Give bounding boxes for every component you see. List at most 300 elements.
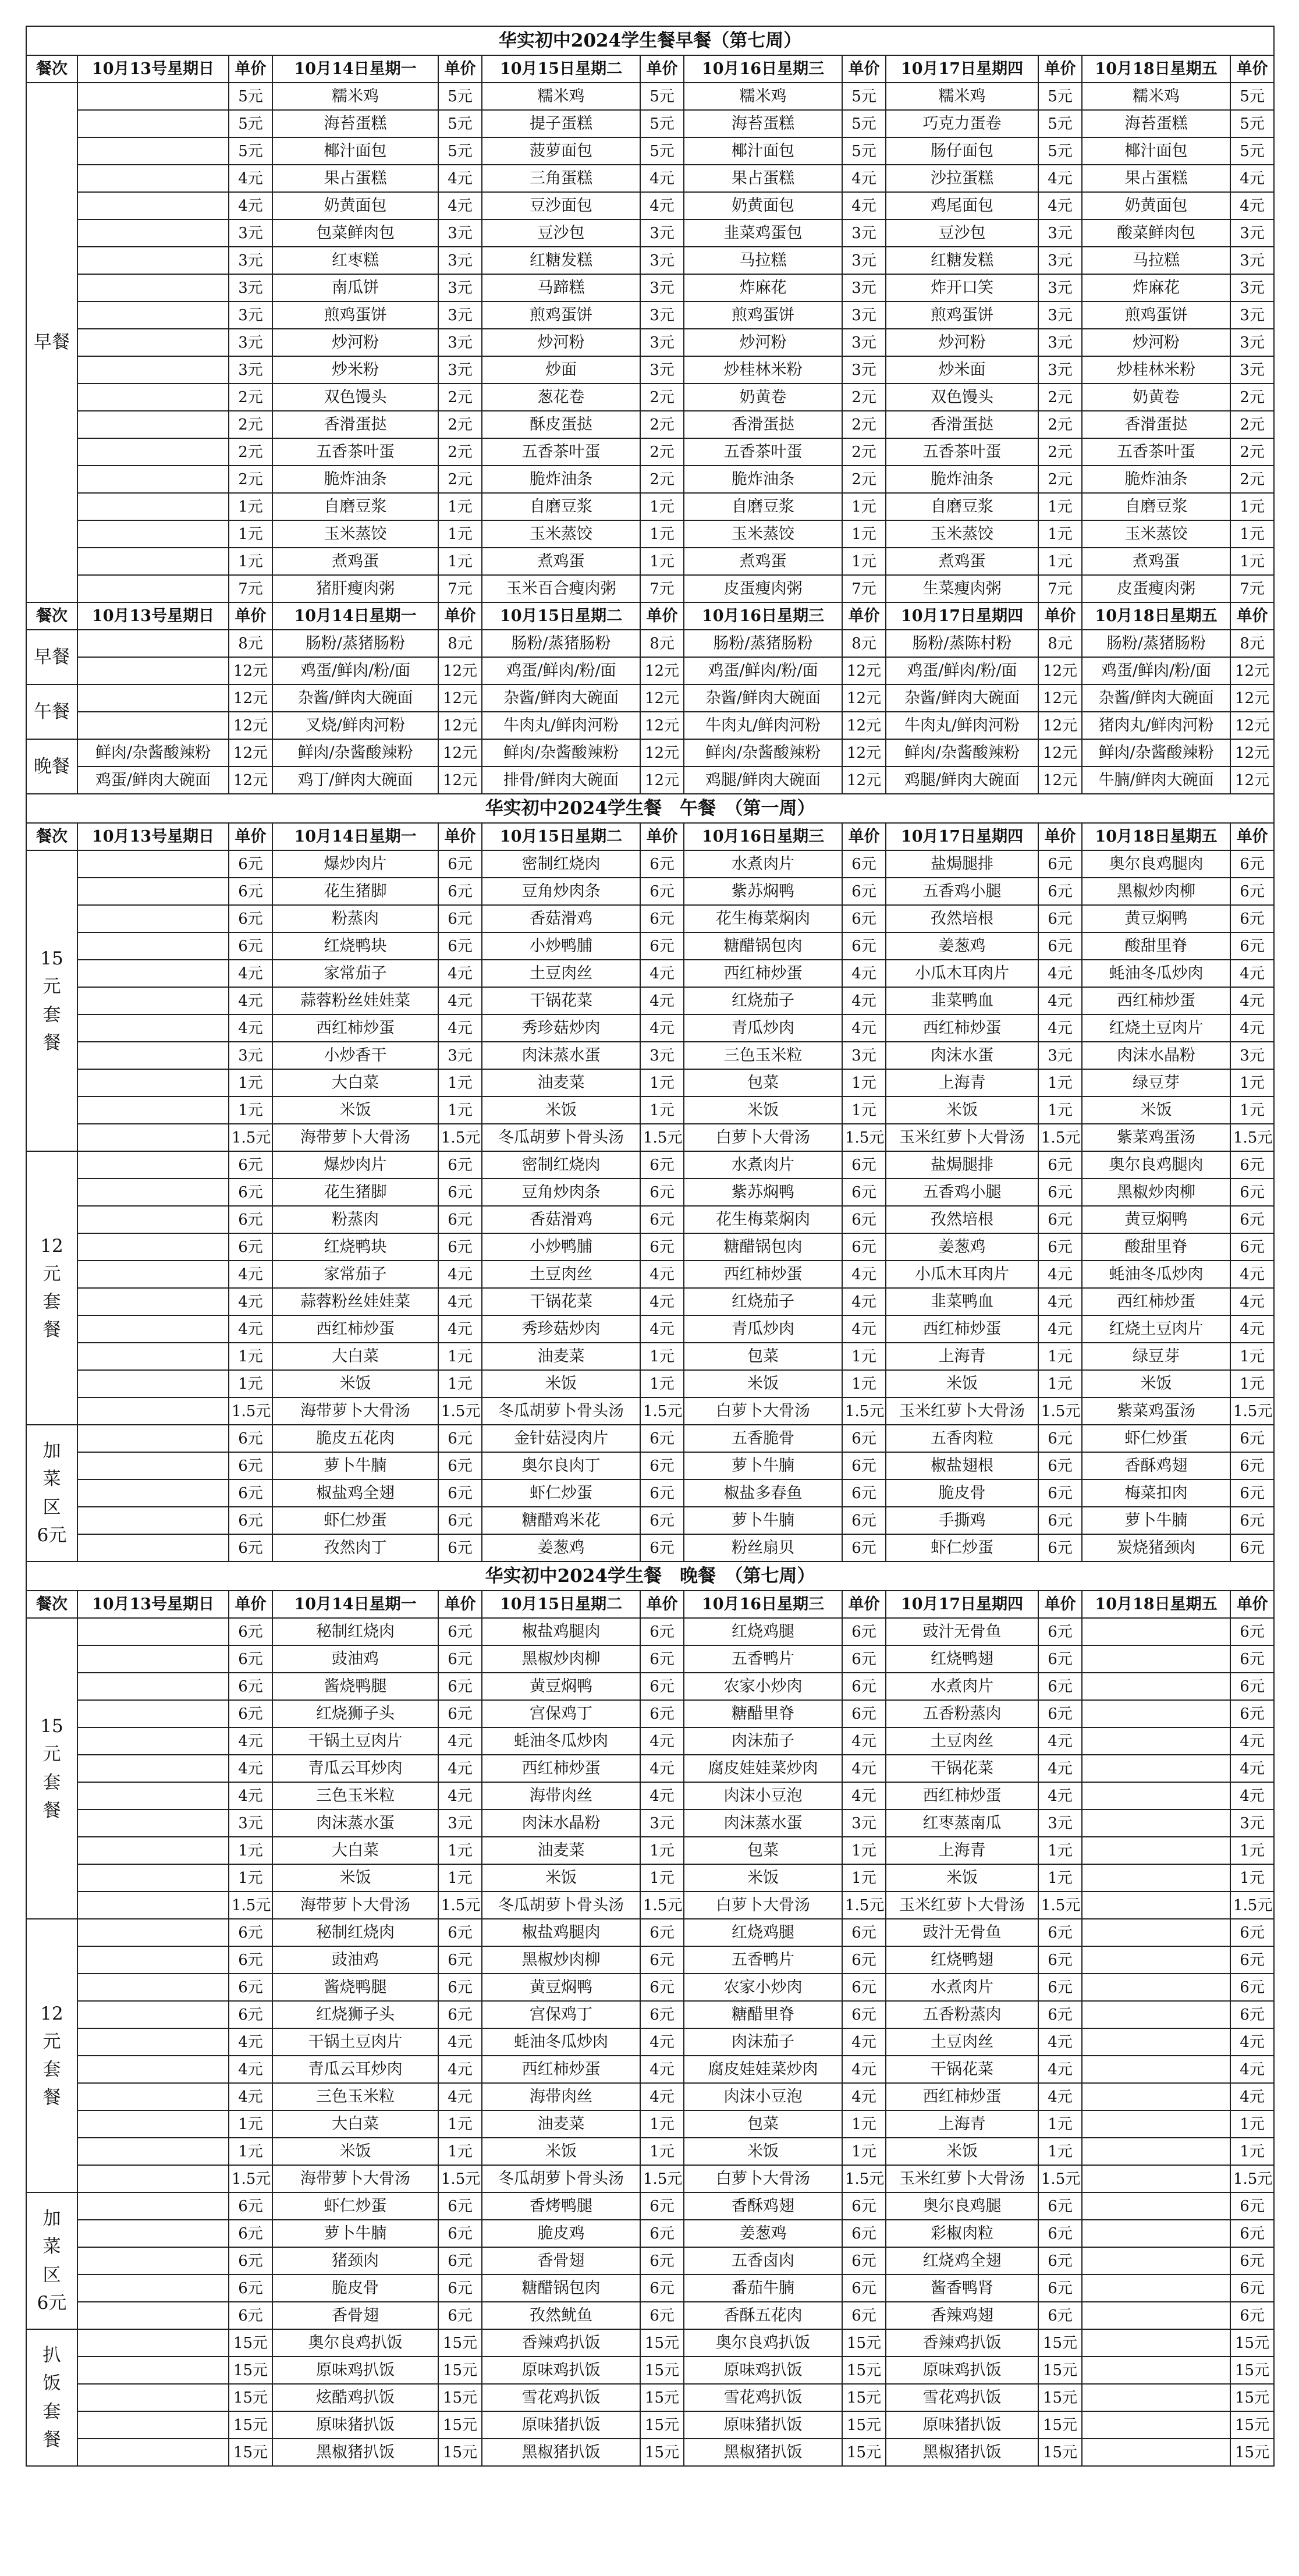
dish-cell: 炒桂林米粉 bbox=[684, 356, 842, 384]
meal-category: 12 元 套 餐 bbox=[26, 1151, 77, 1425]
column-header: 单价 bbox=[229, 1591, 272, 1618]
price-cell: 5元 bbox=[640, 83, 684, 110]
price-cell: 5元 bbox=[1230, 83, 1274, 110]
dish-cell: 五香粉蒸肉 bbox=[886, 1700, 1038, 1727]
table-row bbox=[26, 1042, 1274, 1069]
price-cell: 1.5元 bbox=[229, 1397, 272, 1425]
dish-cell: 鸡蛋/鲜肉/粉/面 bbox=[886, 657, 1038, 684]
dish-cell: 炒米面 bbox=[886, 356, 1038, 384]
dish-cell bbox=[77, 2302, 229, 2329]
price-cell: 6元 bbox=[229, 878, 272, 905]
price-cell: 6元 bbox=[438, 932, 482, 960]
dish-cell: 米饭 bbox=[1082, 1370, 1230, 1397]
price-cell: 6元 bbox=[438, 1179, 482, 1206]
dish-cell: 五香茶叶蛋 bbox=[1082, 438, 1230, 466]
price-cell: 1.5元 bbox=[438, 1397, 482, 1425]
dish-cell: 五香茶叶蛋 bbox=[886, 438, 1038, 466]
table-row bbox=[26, 137, 1274, 165]
dish-cell: 椰汁面包 bbox=[272, 137, 438, 165]
column-header: 10月13号星期日 bbox=[77, 602, 229, 630]
price-cell: 3元 bbox=[438, 356, 482, 384]
table-row bbox=[26, 1014, 1274, 1042]
dish-cell bbox=[77, 301, 229, 329]
dish-cell: 大白菜 bbox=[272, 2110, 438, 2138]
dish-cell bbox=[1082, 1727, 1230, 1755]
price-cell: 1元 bbox=[640, 1069, 684, 1097]
price-cell: 6元 bbox=[229, 2220, 272, 2247]
dish-cell bbox=[77, 1233, 229, 1261]
price-cell: 15元 bbox=[640, 2411, 684, 2439]
dish-cell: 海带萝卜大骨汤 bbox=[272, 1892, 438, 1919]
price-cell: 12元 bbox=[438, 684, 482, 712]
column-header: 餐次 bbox=[26, 55, 77, 83]
price-cell: 4元 bbox=[1230, 987, 1274, 1014]
dish-cell: 粉丝扇贝 bbox=[684, 1534, 842, 1562]
dish-cell: 宫保鸡丁 bbox=[482, 2001, 640, 2028]
price-cell: 6元 bbox=[842, 2220, 886, 2247]
dish-cell bbox=[1082, 1755, 1230, 1782]
dish-cell: 彩椒肉粒 bbox=[886, 2220, 1038, 2247]
price-cell: 6元 bbox=[1230, 2302, 1274, 2329]
price-cell: 6元 bbox=[438, 878, 482, 905]
dish-cell bbox=[77, 878, 229, 905]
price-cell: 2元 bbox=[438, 384, 482, 411]
price-cell: 12元 bbox=[1038, 767, 1082, 794]
price-cell: 6元 bbox=[640, 1179, 684, 1206]
dish-cell: 玉米红萝卜大骨汤 bbox=[886, 1397, 1038, 1425]
price-cell: 6元 bbox=[229, 1233, 272, 1261]
table-row bbox=[26, 2028, 1274, 2056]
dish-cell bbox=[77, 110, 229, 137]
dish-cell bbox=[77, 657, 229, 684]
dish-cell bbox=[77, 1179, 229, 1206]
dish-cell: 孜然培根 bbox=[886, 1206, 1038, 1233]
dish-cell: 鸡腿/鲜肉大碗面 bbox=[684, 767, 842, 794]
price-cell: 15元 bbox=[842, 2384, 886, 2411]
price-cell: 15元 bbox=[842, 2329, 886, 2357]
dish-cell: 冬瓜胡萝卜骨头汤 bbox=[482, 1892, 640, 1919]
dish-cell: 排骨/鲜肉大碗面 bbox=[482, 767, 640, 794]
price-cell: 4元 bbox=[438, 960, 482, 987]
dish-cell: 肉沫小豆泡 bbox=[684, 1782, 842, 1809]
dish-cell: 上海青 bbox=[886, 2110, 1038, 2138]
price-cell: 15元 bbox=[1038, 2411, 1082, 2439]
column-header: 10月17日星期四 bbox=[886, 55, 1038, 83]
dish-cell: 奶黄卷 bbox=[684, 384, 842, 411]
dish-cell: 五香茶叶蛋 bbox=[684, 438, 842, 466]
dish-cell: 猪肉丸/鲜肉河粉 bbox=[1082, 712, 1230, 739]
dish-cell: 萝卜牛腩 bbox=[272, 2220, 438, 2247]
price-cell: 6元 bbox=[229, 2247, 272, 2275]
dish-cell: 香辣鸡扒饭 bbox=[886, 2329, 1038, 2357]
price-cell: 6元 bbox=[640, 2247, 684, 2275]
table-row bbox=[26, 1370, 1274, 1397]
price-cell: 6元 bbox=[229, 905, 272, 932]
dish-cell bbox=[77, 1069, 229, 1097]
dish-cell: 玉米蒸饺 bbox=[1082, 520, 1230, 548]
dish-cell: 五香茶叶蛋 bbox=[272, 438, 438, 466]
price-cell: 4元 bbox=[229, 1755, 272, 1782]
price-cell: 4元 bbox=[1038, 2028, 1082, 2056]
price-cell: 1元 bbox=[229, 2110, 272, 2138]
dish-cell: 红烧土豆肉片 bbox=[1082, 1315, 1230, 1343]
price-cell: 6元 bbox=[640, 2220, 684, 2247]
dish-cell: 原味猪扒饭 bbox=[272, 2411, 438, 2439]
column-header: 单价 bbox=[438, 55, 482, 83]
dish-cell: 米饭 bbox=[272, 1370, 438, 1397]
price-cell: 6元 bbox=[1230, 878, 1274, 905]
dish-cell bbox=[77, 520, 229, 548]
column-header: 10月18日星期五 bbox=[1082, 602, 1230, 630]
price-cell: 6元 bbox=[229, 1919, 272, 1946]
dish-cell bbox=[77, 274, 229, 301]
price-cell: 4元 bbox=[438, 165, 482, 192]
dish-cell bbox=[1082, 2192, 1230, 2220]
price-cell: 4元 bbox=[640, 1288, 684, 1315]
price-cell: 2元 bbox=[229, 384, 272, 411]
dish-cell: 糖醋里脊 bbox=[684, 2001, 842, 2028]
price-cell: 1.5元 bbox=[438, 1124, 482, 1151]
dish-cell: 米饭 bbox=[1082, 1097, 1230, 1124]
price-cell: 6元 bbox=[1038, 850, 1082, 878]
dish-cell: 豉汁无骨鱼 bbox=[886, 1618, 1038, 1645]
dish-cell: 肠粉/蒸猪肠粉 bbox=[482, 630, 640, 657]
price-cell: 12元 bbox=[842, 712, 886, 739]
dish-cell: 水煮肉片 bbox=[684, 1151, 842, 1179]
dish-cell: 双色馒头 bbox=[272, 384, 438, 411]
header-row bbox=[26, 823, 1274, 850]
dish-cell: 花生梅菜焖肉 bbox=[684, 905, 842, 932]
price-cell: 12元 bbox=[640, 712, 684, 739]
price-cell: 2元 bbox=[842, 411, 886, 438]
price-cell: 12元 bbox=[842, 684, 886, 712]
section-title: 华实初中2024学生餐 晚餐 （第七周） bbox=[26, 1562, 1274, 1591]
price-cell: 1元 bbox=[1038, 1069, 1082, 1097]
price-cell: 6元 bbox=[842, 2247, 886, 2275]
price-cell: 4元 bbox=[1038, 1014, 1082, 1042]
price-cell: 15元 bbox=[1038, 2329, 1082, 2357]
dish-cell bbox=[77, 2247, 229, 2275]
dish-cell: 黑椒炒肉柳 bbox=[482, 1946, 640, 1974]
price-cell: 1.5元 bbox=[842, 1397, 886, 1425]
price-cell: 1.5元 bbox=[842, 1892, 886, 1919]
dish-cell: 鲜肉/杂酱酸辣粉 bbox=[77, 739, 229, 767]
price-cell: 1元 bbox=[229, 548, 272, 575]
price-cell: 6元 bbox=[842, 2302, 886, 2329]
price-cell: 6元 bbox=[438, 2220, 482, 2247]
dish-cell: 萝卜牛腩 bbox=[684, 1507, 842, 1534]
price-cell: 2元 bbox=[1230, 384, 1274, 411]
table-row bbox=[26, 1179, 1274, 1206]
dish-cell bbox=[1082, 1946, 1230, 1974]
table-row bbox=[26, 1534, 1274, 1562]
price-cell: 7元 bbox=[229, 575, 272, 602]
dish-cell bbox=[77, 356, 229, 384]
price-cell: 3元 bbox=[640, 356, 684, 384]
price-cell: 6元 bbox=[229, 1618, 272, 1645]
dish-cell bbox=[1082, 1864, 1230, 1892]
price-cell: 3元 bbox=[1038, 301, 1082, 329]
price-cell: 3元 bbox=[640, 219, 684, 247]
price-cell: 4元 bbox=[1230, 1727, 1274, 1755]
dish-cell bbox=[77, 411, 229, 438]
price-cell: 6元 bbox=[640, 1507, 684, 1534]
column-header: 单价 bbox=[1038, 823, 1082, 850]
table-row bbox=[26, 1700, 1274, 1727]
price-cell: 4元 bbox=[1230, 1261, 1274, 1288]
price-cell: 3元 bbox=[640, 274, 684, 301]
dish-cell: 韭菜鸭血 bbox=[886, 1288, 1038, 1315]
price-cell: 4元 bbox=[640, 2056, 684, 2083]
price-cell: 3元 bbox=[842, 1042, 886, 1069]
dish-cell: 脆炸油条 bbox=[886, 466, 1038, 493]
column-header: 10月14日星期一 bbox=[272, 823, 438, 850]
price-cell: 12元 bbox=[229, 657, 272, 684]
price-cell: 12元 bbox=[229, 739, 272, 767]
dish-cell: 豉油鸡 bbox=[272, 1645, 438, 1673]
price-cell: 1元 bbox=[842, 1343, 886, 1370]
price-cell: 6元 bbox=[1038, 878, 1082, 905]
dish-cell: 椒盐多春鱼 bbox=[684, 1479, 842, 1507]
column-header: 单价 bbox=[438, 602, 482, 630]
price-cell: 3元 bbox=[1038, 247, 1082, 274]
dish-cell: 密制红烧肉 bbox=[482, 1151, 640, 1179]
column-header: 10月16日星期三 bbox=[684, 823, 842, 850]
price-cell: 6元 bbox=[438, 1673, 482, 1700]
dish-cell: 小炒鸭脯 bbox=[482, 932, 640, 960]
table-row bbox=[26, 411, 1274, 438]
dish-cell: 米饭 bbox=[482, 1864, 640, 1892]
price-cell: 4元 bbox=[640, 2028, 684, 2056]
dish-cell bbox=[77, 2110, 229, 2138]
dish-cell bbox=[77, 1097, 229, 1124]
price-cell: 1.5元 bbox=[1230, 1397, 1274, 1425]
price-cell: 1元 bbox=[1230, 2110, 1274, 2138]
price-cell: 8元 bbox=[229, 630, 272, 657]
dish-cell: 炒面 bbox=[482, 356, 640, 384]
meal-category: 晚餐 bbox=[26, 739, 77, 794]
dish-cell: 糖醋锅包肉 bbox=[684, 932, 842, 960]
column-header: 10月18日星期五 bbox=[1082, 823, 1230, 850]
price-cell: 6元 bbox=[842, 1179, 886, 1206]
dish-cell: 糖醋鸡米花 bbox=[482, 1507, 640, 1534]
price-cell: 3元 bbox=[438, 1809, 482, 1837]
dish-cell: 牛腩/鲜肉大碗面 bbox=[1082, 767, 1230, 794]
dish-cell: 韭菜鸡蛋包 bbox=[684, 219, 842, 247]
dish-cell: 黑椒猪扒饭 bbox=[684, 2439, 842, 2466]
column-header: 餐次 bbox=[26, 823, 77, 850]
dish-cell bbox=[77, 2001, 229, 2028]
table-row bbox=[26, 1645, 1274, 1673]
price-cell: 4元 bbox=[229, 1288, 272, 1315]
dish-cell: 白萝卜大骨汤 bbox=[684, 1124, 842, 1151]
dish-cell: 绿豆芽 bbox=[1082, 1343, 1230, 1370]
dish-cell: 米饭 bbox=[886, 1097, 1038, 1124]
column-header: 单价 bbox=[640, 602, 684, 630]
dish-cell: 肉沫蒸水蛋 bbox=[482, 1042, 640, 1069]
price-cell: 4元 bbox=[438, 192, 482, 219]
column-header: 单价 bbox=[438, 823, 482, 850]
price-cell: 1元 bbox=[229, 520, 272, 548]
dish-cell: 油麦菜 bbox=[482, 1837, 640, 1864]
dish-cell: 煎鸡蛋饼 bbox=[886, 301, 1038, 329]
price-cell: 5元 bbox=[229, 110, 272, 137]
dish-cell: 肉沫蒸水蛋 bbox=[684, 1809, 842, 1837]
table-row bbox=[26, 1974, 1274, 2001]
price-cell: 3元 bbox=[1230, 1809, 1274, 1837]
price-cell: 1元 bbox=[1038, 520, 1082, 548]
table-row bbox=[26, 83, 1274, 110]
dish-cell bbox=[1082, 1673, 1230, 1700]
price-cell: 1元 bbox=[640, 493, 684, 520]
dish-cell bbox=[1082, 2384, 1230, 2411]
price-cell: 8元 bbox=[438, 630, 482, 657]
dish-cell: 椒盐鸡腿肉 bbox=[482, 1919, 640, 1946]
table-row bbox=[26, 1727, 1274, 1755]
table-row bbox=[26, 2001, 1274, 2028]
price-cell: 6元 bbox=[438, 2247, 482, 2275]
dish-cell: 花生猪脚 bbox=[272, 1179, 438, 1206]
price-cell: 6元 bbox=[1230, 932, 1274, 960]
price-cell: 4元 bbox=[1038, 192, 1082, 219]
dish-cell: 蚝油冬瓜炒肉 bbox=[482, 1727, 640, 1755]
price-cell: 4元 bbox=[1038, 165, 1082, 192]
dish-cell: 煮鸡蛋 bbox=[684, 548, 842, 575]
price-cell: 1.5元 bbox=[229, 1124, 272, 1151]
price-cell: 4元 bbox=[438, 1782, 482, 1809]
price-cell: 6元 bbox=[842, 2192, 886, 2220]
dish-cell bbox=[77, 384, 229, 411]
price-cell: 4元 bbox=[229, 987, 272, 1014]
dish-cell: 西红柿炒蛋 bbox=[482, 2056, 640, 2083]
dish-cell bbox=[77, 712, 229, 739]
price-cell: 1.5元 bbox=[229, 1892, 272, 1919]
price-cell: 4元 bbox=[229, 2056, 272, 2083]
dish-cell: 豆沙包 bbox=[482, 219, 640, 247]
dish-cell bbox=[77, 438, 229, 466]
dish-cell: 紫苏焖鸭 bbox=[684, 878, 842, 905]
price-cell: 1元 bbox=[438, 520, 482, 548]
price-cell: 6元 bbox=[438, 2001, 482, 2028]
price-cell: 6元 bbox=[229, 2302, 272, 2329]
dish-cell: 西红柿炒蛋 bbox=[886, 2083, 1038, 2110]
dish-cell: 菠萝面包 bbox=[482, 137, 640, 165]
dish-cell: 虾仁炒蛋 bbox=[1082, 1425, 1230, 1452]
price-cell: 6元 bbox=[842, 878, 886, 905]
price-cell: 1元 bbox=[1038, 2110, 1082, 2138]
dish-cell: 西红柿炒蛋 bbox=[886, 1315, 1038, 1343]
dish-cell: 韭菜鸭血 bbox=[886, 987, 1038, 1014]
price-cell: 15元 bbox=[1038, 2439, 1082, 2466]
price-cell: 6元 bbox=[640, 1206, 684, 1233]
dish-cell: 生菜瘦肉粥 bbox=[886, 575, 1038, 602]
price-cell: 12元 bbox=[1230, 767, 1274, 794]
price-cell: 1.5元 bbox=[1230, 2165, 1274, 2192]
dish-cell: 土豆肉丝 bbox=[886, 2028, 1038, 2056]
price-cell: 6元 bbox=[438, 1507, 482, 1534]
price-cell: 12元 bbox=[1038, 684, 1082, 712]
column-header: 10月17日星期四 bbox=[886, 602, 1038, 630]
dish-cell: 大白菜 bbox=[272, 1069, 438, 1097]
column-header: 单价 bbox=[1230, 1591, 1274, 1618]
dish-cell: 肠粉/蒸猪肠粉 bbox=[684, 630, 842, 657]
dish-cell bbox=[1082, 2247, 1230, 2275]
dish-cell bbox=[77, 1042, 229, 1069]
price-cell: 2元 bbox=[640, 438, 684, 466]
price-cell: 6元 bbox=[229, 1534, 272, 1562]
dish-cell: 炒河粉 bbox=[1082, 329, 1230, 356]
dish-cell: 海苔蛋糕 bbox=[1082, 110, 1230, 137]
price-cell: 1元 bbox=[438, 1837, 482, 1864]
dish-cell: 海苔蛋糕 bbox=[272, 110, 438, 137]
price-cell: 4元 bbox=[229, 960, 272, 987]
price-cell: 6元 bbox=[640, 2275, 684, 2302]
price-cell: 6元 bbox=[1038, 2302, 1082, 2329]
dish-cell bbox=[1082, 1809, 1230, 1837]
dish-cell bbox=[77, 1700, 229, 1727]
dish-cell: 干锅花菜 bbox=[886, 1755, 1038, 1782]
price-cell: 4元 bbox=[1038, 1261, 1082, 1288]
dish-cell: 五香茶叶蛋 bbox=[482, 438, 640, 466]
table-row bbox=[26, 438, 1274, 466]
dish-cell: 油麦菜 bbox=[482, 1069, 640, 1097]
price-cell: 2元 bbox=[229, 466, 272, 493]
price-cell: 6元 bbox=[842, 1673, 886, 1700]
dish-cell: 孜然培根 bbox=[886, 905, 1038, 932]
dish-cell: 马拉糕 bbox=[684, 247, 842, 274]
column-header: 10月16日星期三 bbox=[684, 602, 842, 630]
price-cell: 6元 bbox=[1038, 2275, 1082, 2302]
dish-cell: 巧克力蛋卷 bbox=[886, 110, 1038, 137]
dish-cell: 花生梅菜焖肉 bbox=[684, 1206, 842, 1233]
dish-cell: 红糖发糕 bbox=[482, 247, 640, 274]
table-row bbox=[26, 384, 1274, 411]
price-cell: 1元 bbox=[438, 548, 482, 575]
dish-cell: 果占蛋糕 bbox=[1082, 165, 1230, 192]
dish-cell: 鲜肉/杂酱酸辣粉 bbox=[1082, 739, 1230, 767]
price-cell: 1元 bbox=[1230, 1370, 1274, 1397]
price-cell: 4元 bbox=[842, 960, 886, 987]
price-cell: 4元 bbox=[1230, 165, 1274, 192]
price-cell: 12元 bbox=[640, 684, 684, 712]
column-header: 10月18日星期五 bbox=[1082, 55, 1230, 83]
price-cell: 15元 bbox=[1038, 2384, 1082, 2411]
price-cell: 15元 bbox=[229, 2439, 272, 2466]
dish-cell: 香菇滑鸡 bbox=[482, 905, 640, 932]
dish-cell: 红枣蒸南瓜 bbox=[886, 1809, 1038, 1837]
dish-cell: 红烧鸭翅 bbox=[886, 1645, 1038, 1673]
dish-cell: 姜葱鸡 bbox=[886, 1233, 1038, 1261]
price-cell: 2元 bbox=[1038, 438, 1082, 466]
dish-cell: 香辣鸡扒饭 bbox=[482, 2329, 640, 2357]
dish-cell: 海带肉丝 bbox=[482, 1782, 640, 1809]
dish-cell: 猪颈肉 bbox=[272, 2247, 438, 2275]
dish-cell bbox=[77, 2056, 229, 2083]
column-header: 10月16日星期三 bbox=[684, 1591, 842, 1618]
dish-cell: 红烧鸭块 bbox=[272, 932, 438, 960]
price-cell: 3元 bbox=[229, 247, 272, 274]
dish-cell: 紫菜鸡蛋汤 bbox=[1082, 1397, 1230, 1425]
price-cell: 15元 bbox=[640, 2439, 684, 2466]
price-cell: 6元 bbox=[438, 1479, 482, 1507]
table-row bbox=[26, 2056, 1274, 2083]
price-cell: 6元 bbox=[842, 1479, 886, 1507]
dish-cell: 包菜鲜肉包 bbox=[272, 219, 438, 247]
price-cell: 7元 bbox=[1038, 575, 1082, 602]
price-cell: 6元 bbox=[229, 1179, 272, 1206]
price-cell: 4元 bbox=[842, 1315, 886, 1343]
dish-cell: 杂酱/鲜肉大碗面 bbox=[272, 684, 438, 712]
